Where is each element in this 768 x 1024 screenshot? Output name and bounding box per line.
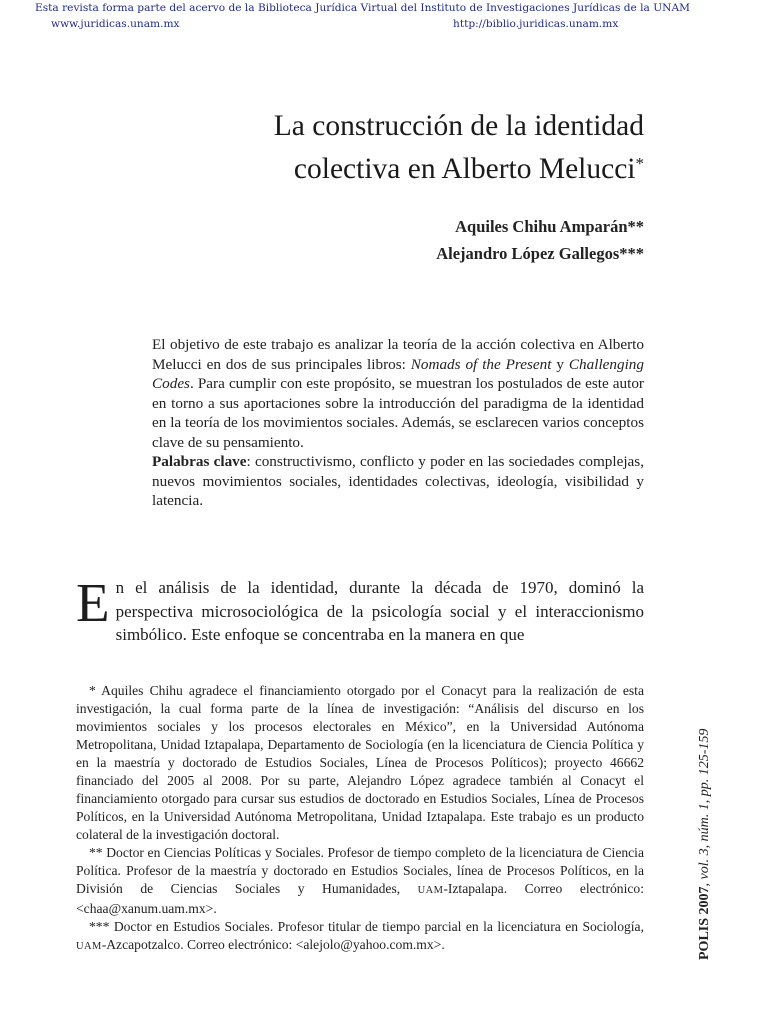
keywords [152,452,644,511]
abstract [152,335,644,511]
title-line-1: La construcción de la identidad [273,110,644,142]
keywords-list: : constructivismo, conflicto y poder en las sociedades complejas, nuevos movimientos sociales, identidades colectivas, ideología, visibilidad y latencia. [152,453,644,509]
footnote-1: * Aquiles Chihu agradece el financiamiento otorgado por el Conacyt para la realización de esta investigación, la cual forma parte de la línea de investigación: “Análisis del discurso en los movimientos sociales y los procesos electorales en México”, en la Universidad Autónoma Metropolitana, Unidad Iztapalapa, Departamento de Sociología (en la licenciatura de Ciencia Política y en la maestría y doctorado de Estudios Sociales, Línea de Procesos Políticos); proyecto 46662 financiado del 2005 al 2008. Por su parte, Alejandro López agradece también al Conacyt el financiamiento otorgado para cursar sus estudios de doctorado en Estudios Sociales, Línea de Procesos Políticos, en la Universidad Autónoma Metropolitana, Unidad Iztapalapa. Este trabajo es un producto colateral de la investigación doctoral. [76,683,644,842]
journal-reference [697,729,713,960]
drop-cap: E [76,572,110,633]
title-line-2: colectiva en Alberto Melucci [293,153,636,185]
article-title [84,108,644,188]
abstract-text: El objetivo de este trabajo es analizar la teoría de la acción colectiva en Alberto Melucci en dos de sus principales libros: Nomads of the Present y Challenging Codes. Para cumplir con este propósito, se muestran los postulados de este autor en torno a sus aportaciones sobre la introducción del paradigma de la identidad en la teoría de los movimientos sociales. Además, se esclarecen varios conceptos clave de su pensamiento. [152,336,644,451]
footnotes [76,682,644,956]
banner-link-biblio[interactable]: http://biblio.juridicas.unam.mx [453,18,619,30]
banner-link-juridicas[interactable]: www.juridicas.unam.mx [51,18,180,30]
banner-notice: Esta revista forma parte del acervo de la Biblioteca Jurídica Virtual del Instituto de Investigaciones Jurídicas de la UNAM [35,2,690,14]
authors [224,213,644,267]
body-text: n el análisis de la identidad, durante la década de 1970, dominó la perspectiva microsociológica de la psicología social y el interaccionismo simbólico. Este enfoque se concentraba en la manera en que [115,578,644,644]
author-1: Aquiles Chihu Amparán** [455,217,644,236]
journal-name: POLIS 2007 [697,886,712,960]
title-footnote-mark: * [635,154,644,173]
book-title-nomads: Nomads of the Present [410,355,552,373]
body-paragraph [76,572,644,647]
journal-details: , vol. 3, núm. 1, pp. 125-159 [697,728,712,887]
keywords-label: Palabras clave [152,453,247,470]
book-title-challenging-codes: Challenging Codes [152,355,644,392]
footnote-2: ** Doctor en Ciencias Políticas y Sociales. Profesor de tiempo completo de la licenciatura de Ciencia Política. Profesor de la maestría y doctorado en Estudios Sociales, línea de Procesos Políticos, en la División de Ciencias Sociales y Humanidades, UAM-Iztapalapa. Correo electrónico: <chaa@xanum.uam.mx>. [76,845,644,916]
author-2: Alejandro López Gallegos*** [436,244,644,263]
footnote-3: *** Doctor en Estudios Sociales. Profesor titular de tiempo parcial en la licenciatura en Sociología, UAM-Azcapotzalco. Correo electrónico: <alejolo@yahoo.com.mx>. [76,919,644,952]
